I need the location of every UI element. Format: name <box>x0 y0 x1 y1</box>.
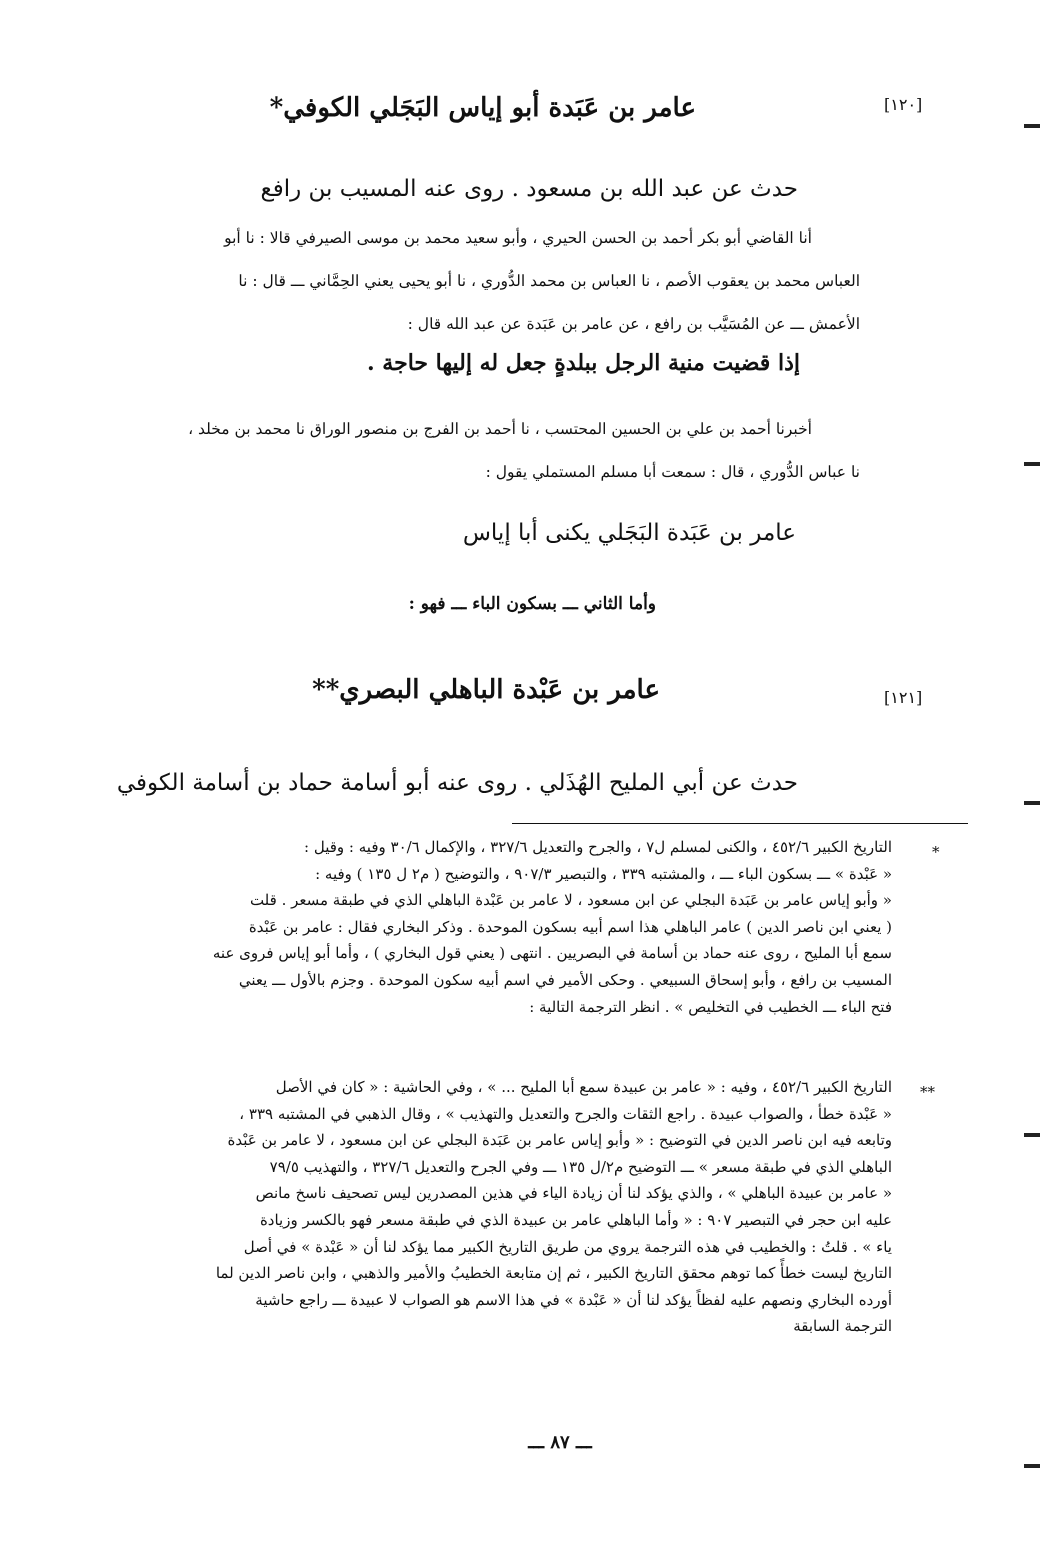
footnote-line: عليه ابن حجر في التبصير ٩٠٧ : « وأما الباهلي عامر بن عبيدة الذي في طبقة مسعر فهو بالكسر وزيادة <box>259 1210 892 1229</box>
isnad-line: أنا القاضي أبو بكر أحمد بن الحسن الحيري ، وأبو سعيد محمد بن موسى الصيرفي قالا : نا أبو <box>224 229 812 247</box>
scan-edge-mark <box>1024 801 1040 805</box>
footnote-marker: ** <box>920 1083 935 1101</box>
footnote-line: « عَبْدة خطأ ، والصواب عبيدة . راجع الثقات والجرح والتعديل والتهذيب » ، وقال الذهبي في المشتبه ٣٣٩ ، <box>239 1104 892 1123</box>
section-transition: وأما الثاني ـــ بسكون الباء ـــ فهو : <box>408 594 656 614</box>
footnote-line: ياء » . قلتُ : والخطيب في هذه الترجمة يروي من طريق التاريخ الكبير مما يؤكد لنا أن « عَبْدة » في أصل <box>243 1237 892 1256</box>
footnote-line: « وأبو إياس عامر بن عَبَدة البجلي عن ابن مسعود ، لا عامر بن عَبْدة الباهلي الذي في طبقة مسعر . قلت <box>249 891 892 910</box>
hadith-text: إذا قضيت منية الرجل ببلدةٍ جعل له إليها حاجة . <box>366 350 800 376</box>
footnote-line: ( يعني ابن ناصر الدين ) عامر الباهلي هذا اسم أبيه بسكون الموحدة . وذكر البخاري فقال : عامر بن عَبْدة <box>248 917 892 936</box>
footnote-line: الترجمة السابقة <box>793 1317 892 1336</box>
entry-intro: حدث عن أبي المليح الهُذَلي . روى عنه أبو أسامة حماد بن أسامة الكوفي <box>116 770 798 796</box>
footnote-text <box>140 834 892 1020</box>
footnote-line: المسيب بن رافع ، وأبو إسحاق السبيعي . وحكى الأمير في اسم أبيه سكون الموحدة . وجزم بالأول ـــ يعني <box>238 970 892 989</box>
isnad-line: أخبرنا أحمد بن علي بن الحسين المحتسب ، نا أحمد بن الفرج بن منصور الوراق نا محمد بن مخلد ، <box>188 420 812 438</box>
scan-edge-mark <box>1024 462 1040 466</box>
footnote-line: التاريخ الكبير ٤٥٢/٦ ، والكنى لمسلم ل٧ ، والجرح والتعديل ٣٢٧/٦ ، والإكمال ٣٠/٦ وفيه : وقيل : <box>304 838 892 856</box>
entry-title: عامر بن عَبَدة أبو إياس البَجَلي الكوفي* <box>269 93 696 123</box>
isnad-line: العباس محمد بن يعقوب الأصم ، نا العباس بن محمد الدُّوري ، نا أبو يحيى يعني الحِمَّاني ـــ قال : نا <box>238 272 860 290</box>
footnote-line: أورده البخاري ونصهم عليه لفظاً يؤكد لنا أن « عَبْدة » في هذا الاسم هو الصواب لا عبيدة ـــ راجع حاشية <box>255 1290 892 1309</box>
footnote-line: وتابعه فيه ابن ناصر الدين في التوضيح : « وأبو إياس عامر بن عَبَدة البجلي عن ابن مسعود ، لا عامر بن عَبْدة <box>227 1131 892 1150</box>
scan-edge-mark <box>1024 1464 1040 1468</box>
footnote-line: التاريخ الكبير ٤٥٢/٦ ، وفيه : « عامر بن عبيدة سمع أبا المليح ... » ، وفي الحاشية : « كان في الأصل <box>275 1078 892 1096</box>
footnote-line: « عامر بن عبيدة الباهلي » ، والذي يؤكد لنا أن زيادة الياء في هذين المصدرين ليس تصحيف ناسخ مانص <box>255 1184 892 1203</box>
footnote-line: الباهلي الذي في طبقة مسعر » ـــ التوضيح م٢/ل ١٣٥ ـــ وفي الجرح والتعديل ٣٢٧/٦ ، والتهذيب ٧٩/٥ <box>269 1157 892 1176</box>
quoted-statement: عامر بن عَبَدة البَجَلي يكنى أبا إياس <box>462 520 796 546</box>
footnote-line: « عَبْدة » ـــ بسكون الباء ـــ ، والمشتبه ٣٣٩ ، والتبصير ٩٠٧/٣ ، والتوضيح ( م٢ ل ١٣٥ ) وفيه : <box>315 864 892 883</box>
footnote-line: فتح الباء ـــ الخطيب في التخليص » . انظر الترجمة التالية : <box>529 997 892 1016</box>
entry-title: عامر بن عَبْدة الباهلي البصري** <box>312 675 660 705</box>
scan-edge-mark <box>1024 1133 1040 1137</box>
footnote-text <box>140 1074 892 1340</box>
footnote-separator <box>512 823 968 824</box>
entry-number: [١٢٠] <box>884 95 923 114</box>
footnote-line: سمع أبا المليح ، روى عنه حماد بن أسامة في البصريين . انتهى ( يعني قول البخاري ) ، وأما أبو إياس فروى عنه <box>212 944 892 963</box>
entry-intro: حدث عن عبد الله بن مسعود . روى عنه المسيب بن رافع <box>260 176 798 202</box>
entry-number: [١٢١] <box>884 688 923 707</box>
isnad-line: نا عباس الدُّوري ، قال : سمعت أبا مسلم المستملي يقول : <box>485 463 860 481</box>
isnad-line: الأعمش ـــ عن المُسَيَّب بن رافع ، عن عامر بن عَبَدة عن عبد الله قال : <box>407 315 860 333</box>
scan-edge-mark <box>1024 124 1040 128</box>
footnote-marker: * <box>932 843 940 861</box>
page-number: ـــ ٨٧ ـــ <box>528 1432 592 1453</box>
footnote-line: التاريخ ليست خطأً كما توهم محقق التاريخ الكبير ، ثم إن متابعة الخطيبُ والأمير والذهبي ، وابن ناصر الدين لما <box>215 1264 892 1283</box>
